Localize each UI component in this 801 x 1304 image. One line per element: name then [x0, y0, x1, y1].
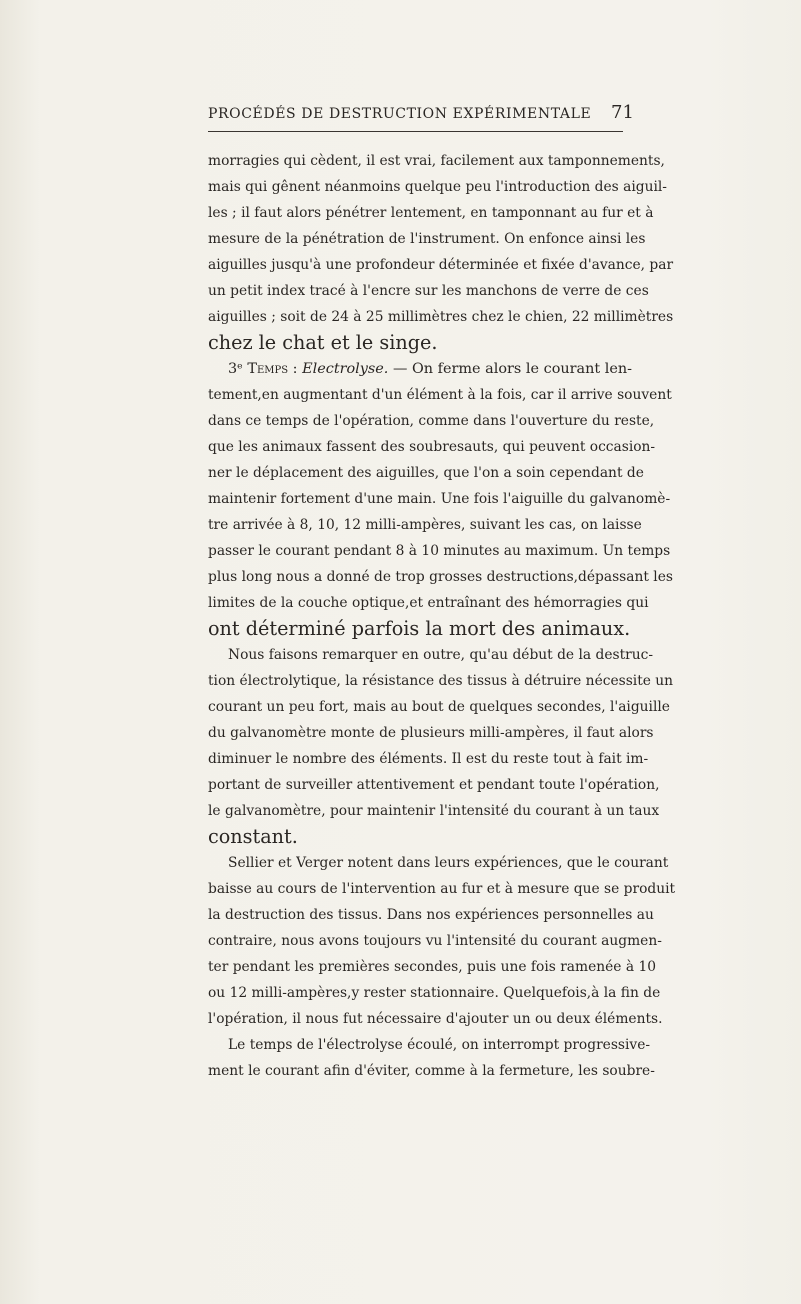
text-line: mesure de la pénétration de l'instrument. On enfonce ainsi les [208, 231, 646, 247]
text-line: tion électrolytique, la résistance des tissus à détruire nécessite un [208, 673, 674, 689]
text-line: que les animaux fassent des soubresauts, qui peuvent occasion- [208, 439, 656, 455]
header-rule [208, 131, 623, 132]
text-line: les ; il faut alors pénétrer lentement, en tamponnant au fur et à [208, 205, 654, 221]
section-title: Electrolyse. [302, 361, 389, 377]
text-line: constant. [208, 825, 298, 848]
text-line: l'opération, il nous fut nécessaire d'ajouter un ou deux éléments. [208, 1011, 663, 1027]
text-line: du galvanomètre monte de plusieurs milli-ampères, il faut alors [208, 725, 654, 741]
text-line: Nous faisons remarquer en outre, qu'au début de la destruc- [228, 647, 653, 663]
text-line: portant de surveiller attentivement et pendant toute l'opération, [208, 777, 660, 793]
body-text [208, 148, 676, 1084]
text-line: contraire, nous avons toujours vu l'intensité du courant augmen- [208, 933, 662, 949]
page-number: 71 [611, 102, 634, 123]
text-line: maintenir fortement d'une main. Une fois l'aiguille du galvanomè- [208, 491, 671, 507]
section-separator: : [288, 361, 303, 377]
text-line: baisse au cours de l'intervention au fur et à mesure que se produit [208, 881, 676, 897]
text-line: diminuer le nombre des éléments. Il est du reste tout à fait im- [208, 751, 649, 767]
text-line: mais qui gênent néanmoins quelque peu l'introduction des aiguil- [208, 179, 667, 195]
section-number: 3ᵉ [228, 361, 248, 377]
text-line: ont déterminé parfois la mort des animaux. [208, 617, 631, 640]
text-line: dans ce temps de l'opération, comme dans l'ouverture du reste, [208, 413, 655, 429]
text-line: ter pendant les premières secondes, puis une fois ramenée à 10 [208, 959, 657, 975]
text-line: tre arrivée à 8, 10, 12 milli-ampères, suivant les cas, on laisse [208, 517, 642, 533]
text-line: ou 12 milli-ampères,y rester stationnaire. Quelquefois,à la fin de [208, 985, 661, 1001]
text-line: courant un peu fort, mais au bout de quelques secondes, l'aiguille [208, 699, 670, 715]
text-line: le galvanomètre, pour maintenir l'intensité du courant à un taux [208, 803, 660, 819]
text-line: tement,en augmentant d'un élément à la fois, car il arrive souvent [208, 387, 672, 403]
text-line: plus long nous a donné de trop grosses destructions,dépassant les [208, 569, 673, 585]
page-header [208, 102, 634, 132]
text-line: aiguilles jusqu'à une profondeur déterminée et fixée d'avance, par [208, 257, 674, 273]
section-head: Temps [247, 361, 289, 377]
text-line: ment le courant afin d'éviter, comme à la fermeture, les soubre- [208, 1063, 655, 1079]
text-line: la destruction des tissus. Dans nos expériences personnelles au [208, 907, 654, 923]
text-line: Sellier et Verger notent dans leurs expériences, que le courant [228, 855, 669, 871]
text-line: passer le courant pendant 8 à 10 minutes au maximum. Un temps [208, 543, 671, 559]
text-line: morragies qui cèdent, il est vrai, facilement aux tamponnements, [208, 153, 665, 169]
running-title: PROCÉDÉS DE DESTRUCTION EXPÉRIMENTALE [208, 106, 592, 122]
text-line: un petit index tracé à l'encre sur les manchons de verre de ces [208, 283, 649, 299]
text-line: Le temps de l'électrolyse écoulé, on interrompt progressive- [228, 1037, 651, 1053]
text-line: aiguilles ; soit de 24 à 25 millimètres chez le chien, 22 millimètres [208, 309, 674, 325]
text-line: chez le chat et le singe. [208, 331, 438, 354]
section-heading-line [208, 356, 632, 382]
text-line: ner le déplacement des aiguilles, que l'on a soin cependant de [208, 465, 644, 481]
section-text: — On ferme alors le courant len- [388, 361, 633, 377]
text-line: limites de la couche optique,et entraînant des hémorragies qui [208, 595, 649, 611]
